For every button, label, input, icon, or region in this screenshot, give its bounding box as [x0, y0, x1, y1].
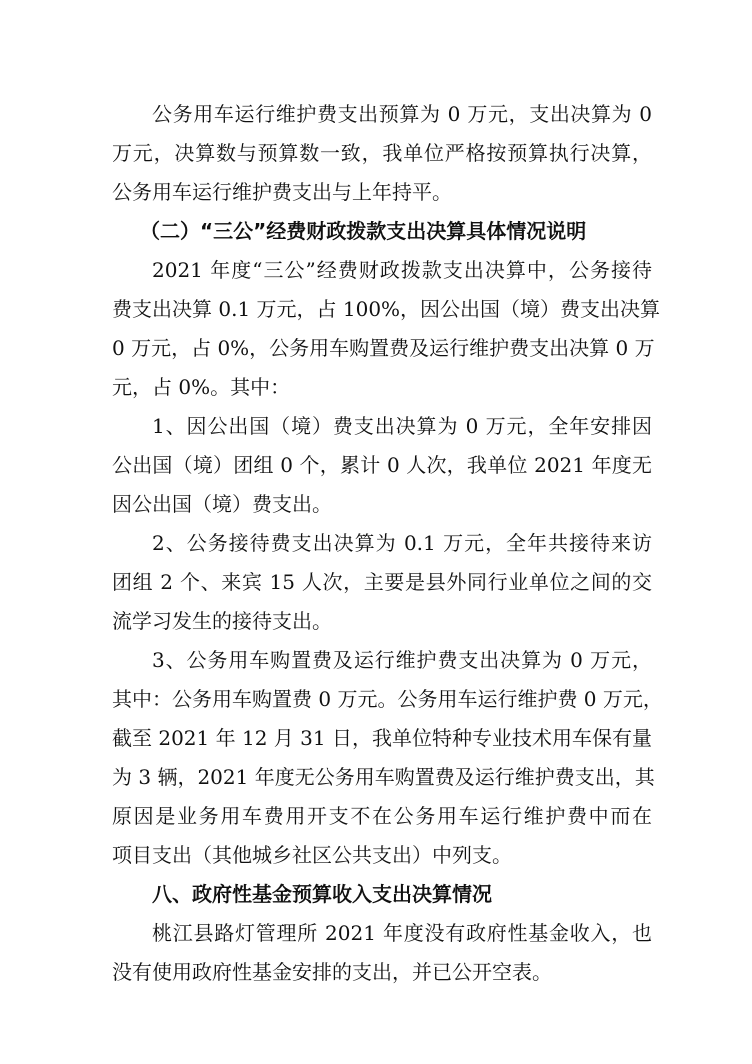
paragraph-6-line-1: 桃江县路灯管理所 2021 年度没有政府性基金收入，也 [152, 921, 652, 945]
paragraph-2-line-1: 2021 年度“三公”经费财政拨款支出决算中，公务接待 [152, 258, 652, 282]
paragraph-3-line-3: 因公出国（境）费支出。 [112, 492, 332, 516]
paragraph-5-line-4: 为 3 辆，2021 年度无公务用车购置费及运行维护费支出，其 [112, 765, 655, 789]
paragraph-4-line-1: 2、公务接待费支出决算为 0.1 万元，全年共接待来访 [152, 531, 652, 555]
paragraph-2-line-2: 费支出决算 0.1 万元，占 100%，因公出国（境）费支出决算 [112, 297, 661, 321]
paragraph-1-line-2: 万元，决算数与预算数一致，我单位严格按预算执行决算， [112, 141, 652, 165]
section-heading-8: 八、政府性基金预算收入支出决算情况 [152, 882, 492, 906]
paragraph-5-line-1: 3、公务用车购置费及运行维护费支出决算为 0 万元， [152, 648, 652, 672]
paragraph-3-line-2: 公出国（境）团组 0 个，累计 0 人次，我单位 2021 年度无 [112, 453, 652, 477]
paragraph-5-line-2: 其中：公务用车购置费 0 万元。公务用车运行维护费 0 万元， [112, 687, 663, 711]
paragraph-3-line-1: 1、因公出国（境）费支出决算为 0 万元，全年安排因 [152, 414, 652, 438]
paragraph-5-line-5: 原因是业务用车费用开支不在公务用车运行维护费中而在 [112, 804, 652, 828]
paragraph-5-line-6: 项目支出（其他城乡社区公共支出）中列支。 [112, 843, 512, 867]
paragraph-1-line-1: 公务用车运行维护费支出预算为 0 万元，支出决算为 0 [152, 102, 652, 126]
paragraph-2-line-3: 0 万元，占 0%，公务用车购置费及运行维护费支出决算 0 万 [112, 336, 655, 360]
paragraph-2-line-4: 元，占 0%。其中： [112, 375, 291, 399]
paragraph-4-line-2: 团组 2 个、来宾 15 人次，主要是县外同行业单位之间的交 [112, 570, 652, 594]
paragraph-4-line-3: 流学习发生的接待支出。 [112, 609, 332, 633]
paragraph-6-line-2: 没有使用政府性基金安排的支出，并已公开空表。 [112, 960, 552, 984]
section-heading-2: （二）“三公”经费财政拨款支出决算具体情况说明 [140, 219, 587, 243]
paragraph-5-line-3: 截至 2021 年 12 月 31 日，我单位特种专业技术用车保有量 [112, 726, 652, 750]
paragraph-1-line-3: 公务用车运行维护费支出与上年持平。 [112, 180, 452, 204]
